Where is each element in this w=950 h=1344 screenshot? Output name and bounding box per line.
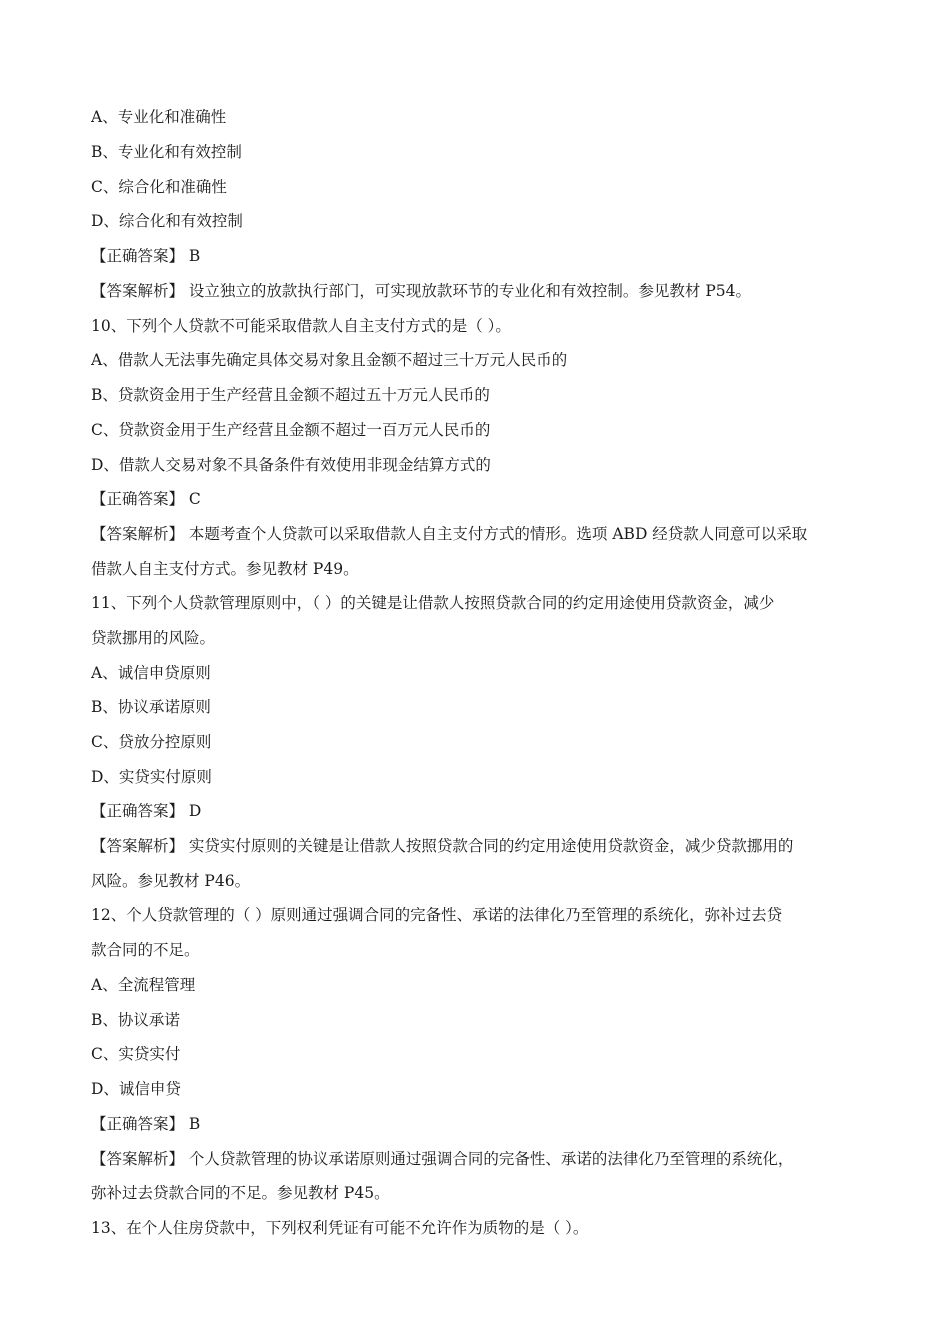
option-a: A、专业化和准确性	[91, 108, 227, 126]
question-stem-continued: 贷款挪用的风险。	[91, 629, 216, 647]
option-b: B、协议承诺	[91, 1011, 180, 1029]
question-stem: 12、个人贷款管理的（ ）原则通过强调合同的完备性、承诺的法律化乃至管理的系统化，弥补过去贷	[91, 906, 783, 924]
option-d: D、借款人交易对象不具备条件有效使用非现金结算方式的	[91, 456, 491, 474]
question-stem: 10、下列个人贷款不可能采取借款人自主支付方式的是（ ）。	[91, 317, 511, 335]
answer-explanation-continued: 风险。参见教材 P46。	[91, 872, 251, 890]
question-stem: 11、下列个人贷款管理原则中，（ ）的关键是让借款人按照贷款合同的约定用途使用贷款资金，减少	[91, 594, 775, 612]
correct-answer: 【正确答案】 B	[91, 1115, 201, 1133]
answer-explanation: 【答案解析】 实贷实付原则的关键是让借款人按照贷款合同的约定用途使用贷款资金，减少贷款挪用的	[91, 837, 794, 855]
option-a: A、借款人无法事先确定具体交易对象且金额不超过三十万元人民币的	[91, 351, 568, 369]
option-c: C、综合化和准确性	[91, 178, 227, 196]
option-c: C、实贷实付	[91, 1045, 181, 1063]
correct-answer: 【正确答案】 C	[91, 490, 201, 508]
option-b: B、贷款资金用于生产经营且金额不超过五十万元人民币的	[91, 386, 490, 404]
option-b: B、协议承诺原则	[91, 698, 211, 716]
option-d: D、综合化和有效控制	[91, 212, 243, 230]
answer-explanation: 【答案解析】 本题考查个人贷款可以采取借款人自主支付方式的情形。选项 ABD 经贷款人同意可以采取	[91, 525, 808, 543]
correct-answer: 【正确答案】 B	[91, 247, 201, 265]
option-a: A、全流程管理	[91, 976, 196, 994]
option-c: C、贷放分控原则	[91, 733, 212, 751]
option-c: C、贷款资金用于生产经营且金额不超过一百万元人民币的	[91, 421, 491, 439]
answer-explanation: 【答案解析】 个人贷款管理的协议承诺原则通过强调合同的完备性、承诺的法律化乃至管理的系统化，	[91, 1150, 794, 1168]
answer-explanation-continued: 弥补过去贷款合同的不足。参见教材 P45。	[91, 1184, 390, 1202]
correct-answer: 【正确答案】 D	[91, 802, 202, 820]
answer-explanation-continued: 借款人自主支付方式。参见教材 P49。	[91, 560, 359, 578]
question-stem-continued: 款合同的不足。	[91, 941, 200, 959]
option-a: A、诚信申贷原则	[91, 664, 211, 682]
option-d: D、实贷实付原则	[91, 768, 212, 786]
option-d: D、诚信申贷	[91, 1080, 181, 1098]
question-stem: 13、在个人住房贷款中，下列权利凭证有可能不允许作为质物的是（ ）。	[91, 1219, 589, 1237]
option-b: B、专业化和有效控制	[91, 143, 242, 161]
answer-explanation: 【答案解析】 设立独立的放款执行部门，可实现放款环节的专业化和有效控制。参见教材 P54。	[91, 282, 752, 300]
